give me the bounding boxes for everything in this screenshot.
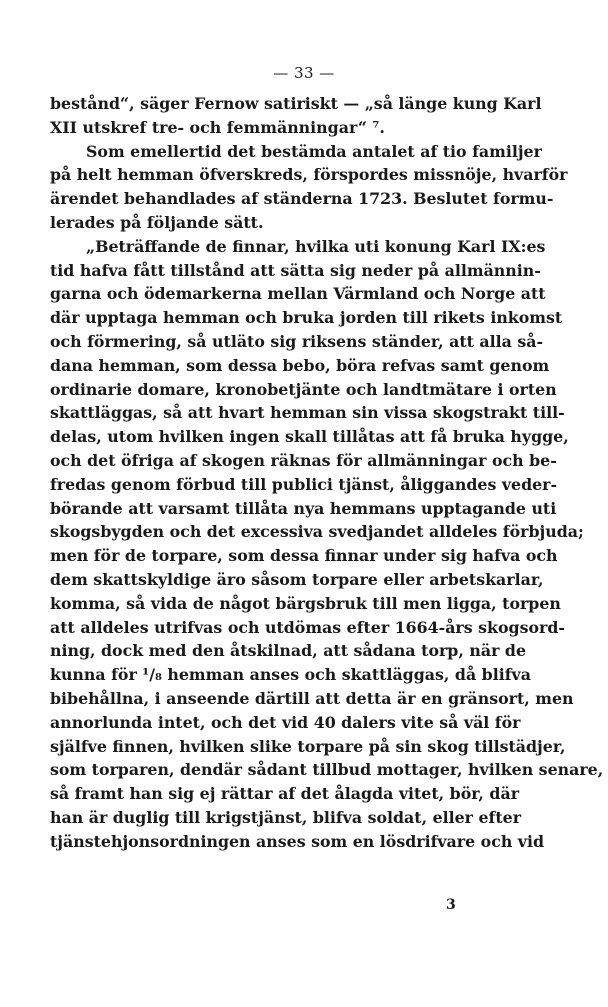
text-line: själfve finnen, hvilken slike torpare på sin skog tillstädjer, [50,736,566,756]
text-line: kunna för ¹/₈ hemman anses och skattläggas, då blifva [50,665,531,685]
text-line: men för de torpare, som dessa finnar under sig hafva och [50,546,558,566]
text-line: skogsbygden och det excessiva svedjandet alldeles förbjuda; [50,522,584,542]
text-line: bibehållna, i anseende därtill att detta är en gränsort, men [50,688,574,708]
text-line: dana hemman, som dessa bebo, böra refvas samt genom [50,355,550,375]
text-line: „Beträffande de finnar, hvilka uti konung Karl IX:es [86,236,546,256]
text-line: att alldeles utrifvas och utdömas efter 1664-års skogsord- [50,617,565,637]
text-line: lerades på följande sätt. [50,212,264,232]
text-line: Som emellertid det bestämda antalet af tio familjer [86,141,542,161]
text-line: och förmering, så utläto sig riksens ständer, att alla så- [50,331,544,351]
text-line: XII utskref tre- och femmänningar“ ⁷. [50,117,385,137]
body-text [50,92,604,854]
text-line: tjänstehjonsordningen anses som en lösdrifvare och vid [50,831,545,851]
text-line: tid hafva fått tillstånd att sätta sig neder på allmännin- [50,260,541,280]
text-line: bestånd“, säger Fernow satiriskt — „så länge kung Karl [50,94,542,113]
text-line: och det öfriga af skogen räknas för allmänningar och be- [50,450,557,470]
text-line: fredas genom förbud till publici tjänst, åliggandes veder- [50,474,558,494]
text-line: komma, så vida de något bärgsbruk till men ligga, torpen [50,593,561,613]
text-line: han är duglig till krigstjänst, blifva soldat, eller efter [50,807,522,827]
signature-mark: 3 [446,897,456,913]
text-line: dem skattskyldige äro såsom torpare eller arbetskarlar, [50,569,544,589]
text-line: ordinarie domare, kronobetjänte och landtmätare i orten [50,379,557,399]
text-line: annorlunda intet, och det vid 40 dalers vite så väl för [50,712,521,732]
text-line: ning, dock med den åtskilnad, att sådana torp, när de [50,641,526,661]
text-line: så framt han sig ej rättar af det ålagda vitet, bör, där [50,784,520,804]
text-line: delas, utom hvilken ingen skall tillåtas att få bruka hygge, [50,427,569,447]
text-line: ärendet behandlades af ständerna 1723. Beslutet formu- [50,189,554,209]
page-number: — 33 — [273,64,335,82]
text-line: garna och ödemarkerna mellan Värmland och Norge att [50,284,546,304]
text-line: skattläggas, så att hvart hemman sin vissa skogstrakt till- [50,403,565,423]
text-line: som torparen, dendär sådant tillbud mottager, hvilken senare, [50,760,604,780]
text-line: på helt hemman öfverskreds, förspordes missnöje, hvarför [50,165,568,185]
text-line: där upptaga hemman och bruka jorden till rikets inkomst [50,308,563,328]
text-line: börande att varsamt tillåta nya hemmans upptagande uti [50,498,557,518]
